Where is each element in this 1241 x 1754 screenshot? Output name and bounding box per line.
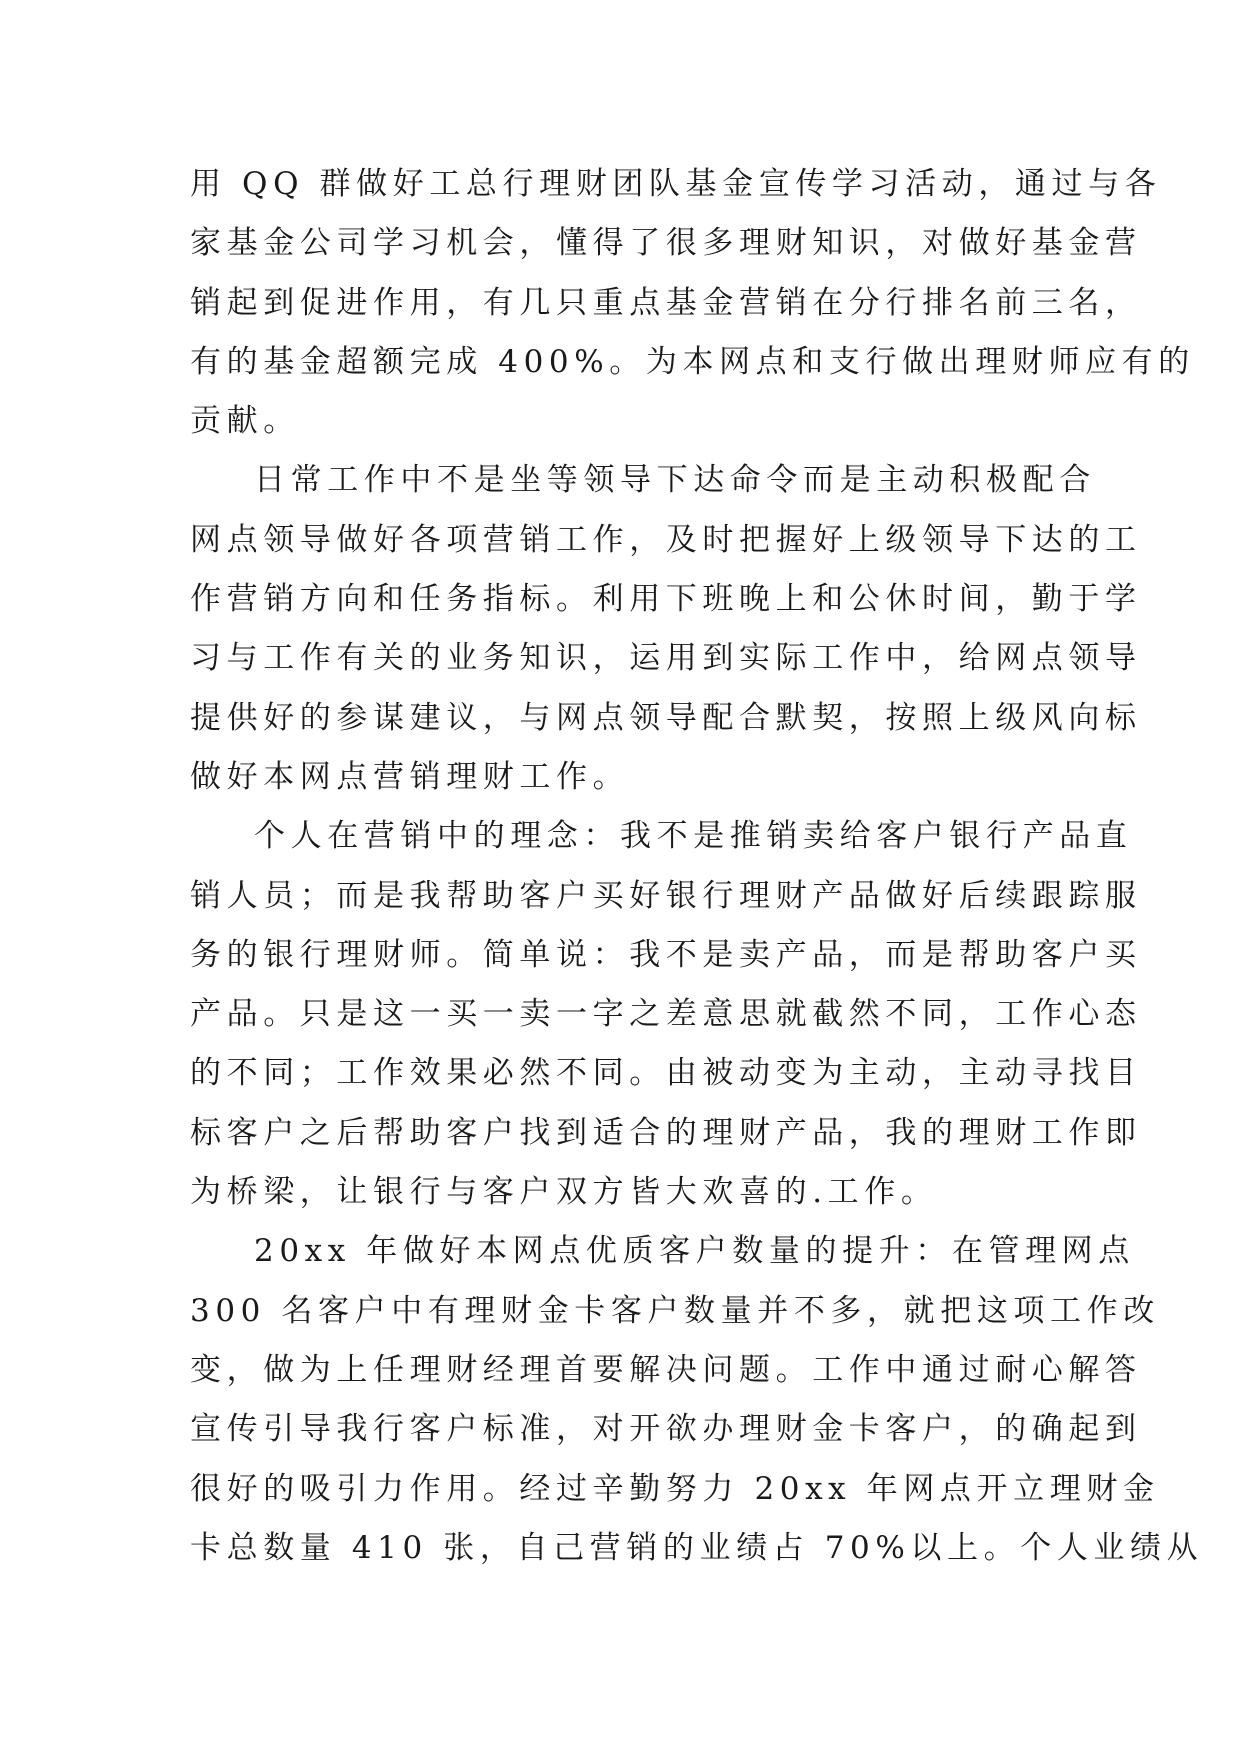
- text-line: 日常工作中不是坐等领导下达命令而是主动积极配合: [254, 462, 1096, 499]
- text-line: 卡总数量 410 张，自己营销的业绩占 70%以上。个人业绩从: [190, 1529, 1204, 1566]
- text-line: 习与工作有关的业务知识，运用到实际工作中，给网点领导: [190, 640, 1142, 677]
- text-line: 提供好的参谋建议，与网点领导配合默契，按照上级风向标: [190, 699, 1142, 736]
- text-line: 为桥梁，让银行与客户双方皆大欢喜的.工作。: [190, 1174, 938, 1211]
- text-line: 很好的吸引力作用。经过辛勤努力 20xx 年网点开立理财金: [190, 1470, 1160, 1507]
- text-line: 贡献。: [190, 403, 300, 440]
- text-line: 网点领导做好各项营销工作，及时把握好上级领导下达的工: [190, 521, 1142, 558]
- text-line: 销起到促进作用，有几只重点基金营销在分行排名前三名，: [190, 284, 1142, 321]
- text-line: 个人在营销中的理念：我不是推销卖给客户银行产品直: [254, 818, 1133, 855]
- text-line: 务的银行理财师。简单说：我不是卖产品，而是帮助客户买: [190, 936, 1142, 973]
- text-line: 20xx 年做好本网点优质客户数量的提升：在管理网点: [254, 1233, 1135, 1270]
- text-line: 宣传引导我行客户标准，对开欲办理财金卡客户，的确起到: [190, 1411, 1142, 1448]
- text-line: 用 QQ 群做好工总行理财团队基金宣传学习活动，通过与各: [190, 166, 1162, 202]
- document-body: [190, 163, 1204, 1586]
- text-line: 产品。只是这一买一卖一字之差意思就截然不同，工作心态: [190, 996, 1142, 1033]
- text-line: 销人员；而是我帮助客户买好银行理财产品做好后续跟踪服: [190, 877, 1142, 914]
- text-line: 家基金公司学习机会，懂得了很多理财知识，对做好基金营: [190, 225, 1142, 262]
- text-line: 有的基金超额完成 400%。为本网点和支行做出理财师应有的: [190, 343, 1195, 380]
- text-line: 变，做为上任理财经理首要解决问题。工作中通过耐心解答: [190, 1351, 1142, 1388]
- text-line: 做好本网点营销理财工作。: [190, 758, 630, 795]
- text-line: 作营销方向和任务指标。利用下班晚上和公休时间，勤于学: [190, 581, 1142, 618]
- text-line: 的不同；工作效果必然不同。由被动变为主动，主动寻找目: [190, 1055, 1142, 1092]
- text-line: 300 名客户中有理财金卡客户数量并不多，就把这项工作改: [190, 1292, 1160, 1329]
- text-line: 标客户之后帮助客户找到适合的理财产品，我的理财工作即: [190, 1114, 1142, 1151]
